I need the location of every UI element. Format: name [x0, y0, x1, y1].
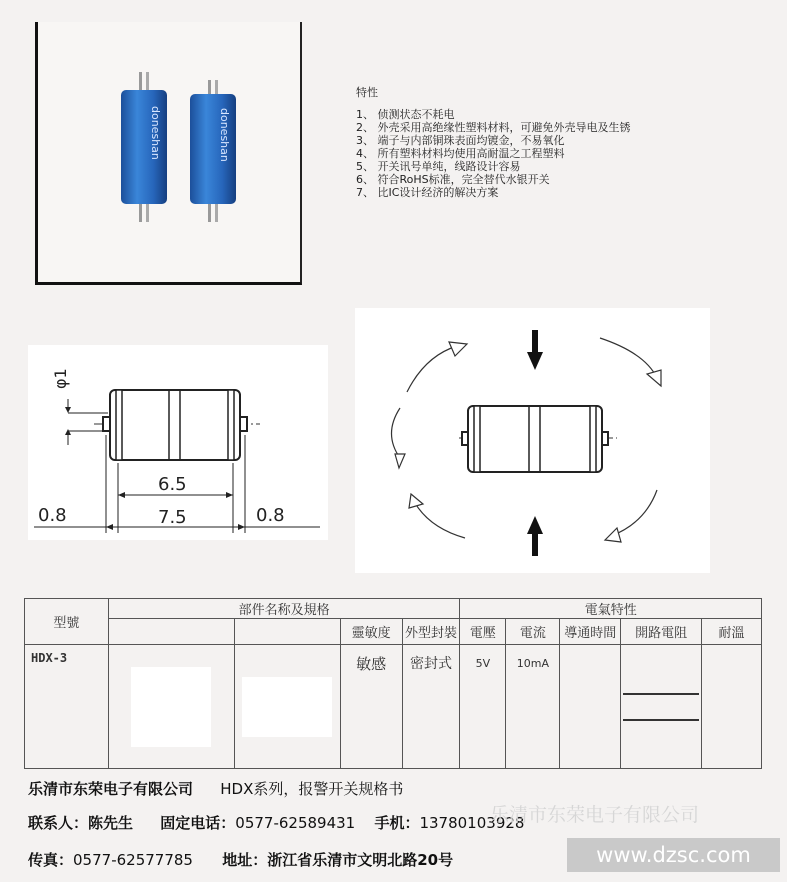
header-temperature: 耐溫: [702, 619, 762, 645]
motion-diagram-svg: [355, 308, 710, 573]
cell-sensitivity: 敏感: [340, 645, 402, 769]
footer-contact-line: [28, 812, 524, 833]
product-photo-svg: [38, 22, 300, 282]
header-parts: 部件名称及規格: [108, 599, 460, 619]
header-model: 型號: [25, 599, 109, 645]
cell-model: HDX-3: [25, 645, 109, 769]
brand-text-right: doneshan: [218, 108, 231, 162]
dim-left-pin-label: 0.8: [38, 505, 67, 526]
header-current: 電流: [506, 619, 560, 645]
contact-name: 陈先生: [88, 814, 134, 832]
product-photo: [35, 22, 302, 285]
header-voltage: 電壓: [460, 619, 506, 645]
phone-number: 0577-62589431: [235, 814, 356, 832]
dimension-drawing: [28, 345, 328, 540]
feature-item: 2、 外壳采用高绝缘性塑料材料，可避免外壳导电及生锈: [356, 121, 631, 134]
brand-text-left: doneshan: [149, 106, 162, 160]
dimension-drawing-svg: [28, 345, 328, 540]
spec-table: [24, 598, 762, 769]
feature-item: 7、 比IC设计经济的解决方案: [356, 186, 499, 199]
header-blank: [108, 619, 234, 645]
watermark-site: www.dzsc.com: [567, 838, 780, 872]
motion-diagram: [355, 308, 710, 573]
cell-time: [560, 645, 621, 769]
features-list: [356, 86, 631, 199]
dim-total-label: 7.5: [158, 507, 187, 528]
address-label: 地址：: [222, 851, 268, 869]
header-package: 外型封裝: [402, 619, 460, 645]
cell-voltage: 5V: [460, 645, 506, 769]
cell-part-2: [234, 645, 340, 769]
switch-photo-right: [190, 80, 236, 222]
header-time: 導通時間: [560, 619, 621, 645]
feature-item: 3、 端子与内部铜珠表面均镀金，不易氧化: [356, 134, 565, 147]
dim-phi-label: φ1: [51, 368, 70, 389]
footer-company-line: [28, 778, 403, 799]
footer-company: 乐清市东荣电子有限公司: [28, 780, 194, 798]
mobile-label: 手机：: [374, 814, 420, 832]
switch-photo-left: [121, 72, 167, 222]
features-title: 特性: [356, 86, 378, 99]
cell-package: 密封式: [402, 645, 460, 769]
cell-temperature: [702, 645, 762, 769]
footer-series: HDX系列，报警开关规格书: [220, 780, 404, 798]
address-text: 浙江省乐清市文明北路20号: [267, 851, 454, 869]
header-open-resistance: 開路電阻: [621, 619, 702, 645]
footer-address-line: [28, 849, 453, 870]
header-sensitivity: 靈敏度: [340, 619, 402, 645]
cell-current: 10mA: [506, 645, 560, 769]
cell-open-resistance: [621, 645, 702, 769]
watermark-company: 乐清市东荣电子有限公司: [490, 804, 700, 826]
fax-number: 0577-62577785: [73, 851, 193, 869]
dim-right-pin-label: 0.8: [256, 505, 285, 526]
feature-item: 4、 所有塑料材料均使用高耐温之工程塑料: [356, 147, 565, 160]
header-blank: [234, 619, 340, 645]
mobile-number: 13780103928: [419, 814, 525, 832]
header-electric: 電氣特性: [460, 599, 762, 619]
feature-item: 5、 开关讯号单纯，线路设计容易: [356, 160, 521, 173]
phone-label: 固定电话：: [160, 814, 236, 832]
feature-item: 1、 侦测状态不耗电: [356, 108, 455, 121]
cell-part-1: [108, 645, 234, 769]
contact-label: 联系人：: [28, 814, 89, 832]
feature-item: 6、 符合RoHS标准，完全替代水银开关: [356, 173, 550, 186]
dim-inner-label: 6.5: [158, 474, 187, 495]
fax-label: 传真：: [28, 851, 74, 869]
